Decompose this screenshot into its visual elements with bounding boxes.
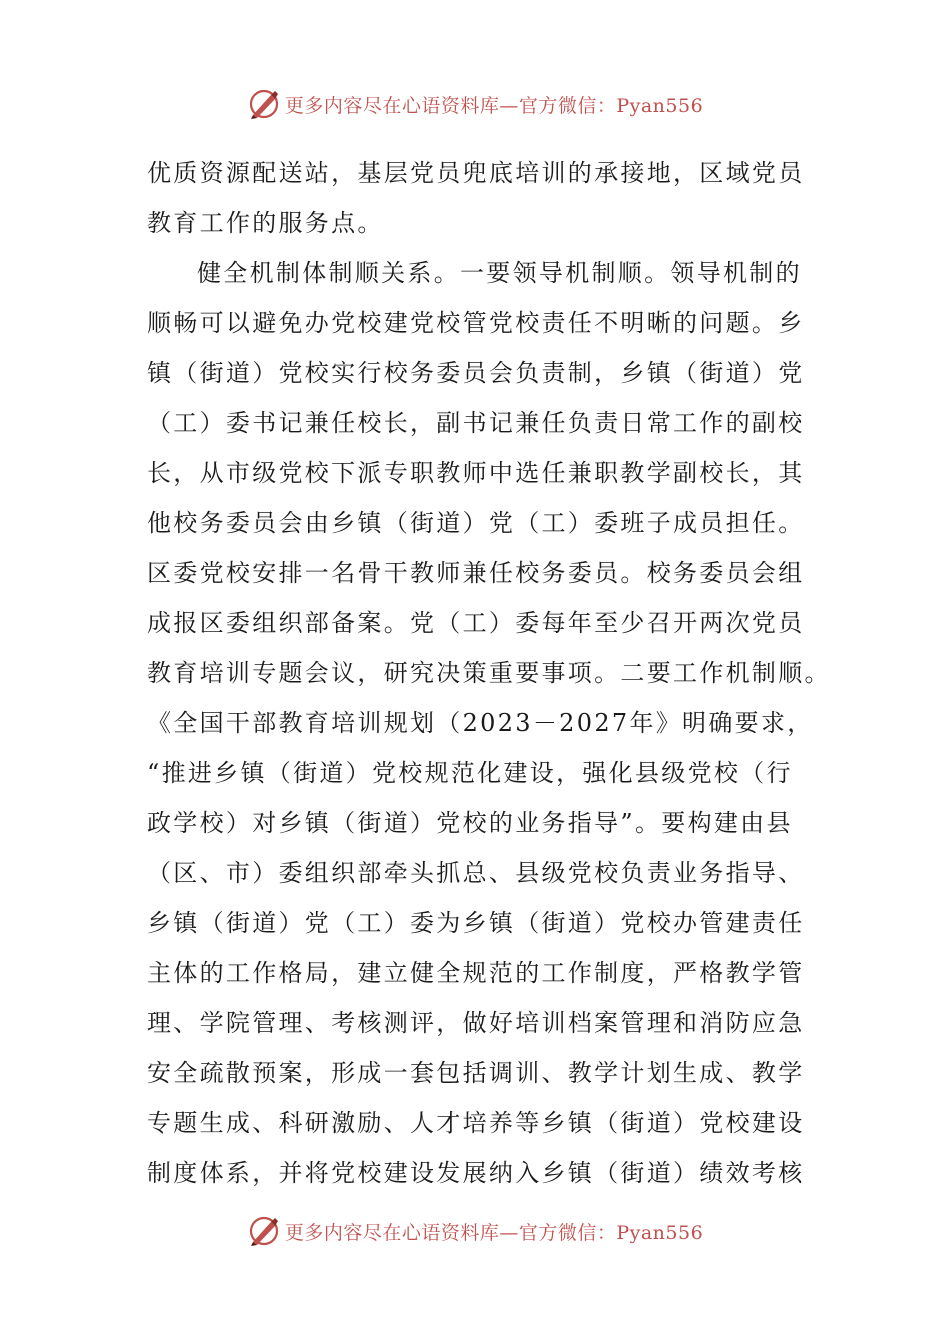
text-line: 长，从市级党校下派专职教师中选任兼职教学副校长，其 — [147, 459, 805, 487]
text-line: 镇（街道）党校实行校务委员会负责制，乡镇（街道）党 — [147, 359, 805, 387]
document-body — [147, 148, 831, 1198]
pen-logo-icon — [247, 87, 281, 121]
footer-banner — [0, 1211, 950, 1251]
text-line: 优质资源配送站，基层党员兜底培训的承接地，区域党员 — [147, 159, 805, 187]
text-line: 区委党校安排一名骨干教师兼任校务委员。校务委员会组 — [147, 559, 805, 587]
text-line: 《全国干部教育培训规划（2023－2027年》明确要求， — [147, 709, 814, 737]
text-line: 政学校）对乡镇（街道）党校的业务指导”。要构建由县 — [147, 809, 793, 837]
text-line: 主体的工作格局，建立健全规范的工作制度，严格教学管 — [147, 959, 805, 987]
text-line: 顺畅可以避免办党校建党校管党校责任不明晰的问题。乡 — [147, 309, 805, 337]
text-line: （工）委书记兼任校长，副书记兼任负责日常工作的副校 — [147, 409, 805, 437]
pen-logo-icon — [247, 1214, 281, 1248]
text-line: 他校务委员会由乡镇（街道）党（工）委班子成员担任。 — [147, 509, 805, 537]
text-line: 制度体系，并将党校建设发展纳入乡镇（街道）绩效考核 — [147, 1159, 805, 1187]
text-line: 专题生成、科研激励、人才培养等乡镇（街道）党校建设 — [147, 1109, 805, 1137]
banner-text: 更多内容尽在心语资料库—官方微信：Pyan556 — [284, 1221, 704, 1244]
text-line: 健全机制体制顺关系。一要领导机制顺。领导机制的 — [197, 259, 802, 287]
text-line: 乡镇（街道）党（工）委为乡镇（街道）党校办管建责任 — [147, 909, 805, 937]
text-line: 成报区委组织部备案。党（工）委每年至少召开两次党员 — [147, 609, 805, 637]
text-line: 教育工作的服务点。 — [147, 209, 384, 237]
text-line: 理、学院管理、考核测评，做好培训档案管理和消防应急 — [147, 1009, 805, 1037]
text-line: 安全疏散预案，形成一套包括调训、教学计划生成、教学 — [147, 1059, 805, 1087]
text-line: 教育培训专题会议，研究决策重要事项。二要工作机制顺。 — [147, 659, 831, 687]
header-banner — [0, 84, 950, 124]
text-line: “推进乡镇（街道）党校规范化建设，强化县级党校（行 — [147, 759, 793, 787]
banner-text: 更多内容尽在心语资料库—官方微信：Pyan556 — [284, 94, 704, 117]
text-line: （区、市）委组织部牵头抓总、县级党校负责业务指导、 — [147, 859, 805, 887]
